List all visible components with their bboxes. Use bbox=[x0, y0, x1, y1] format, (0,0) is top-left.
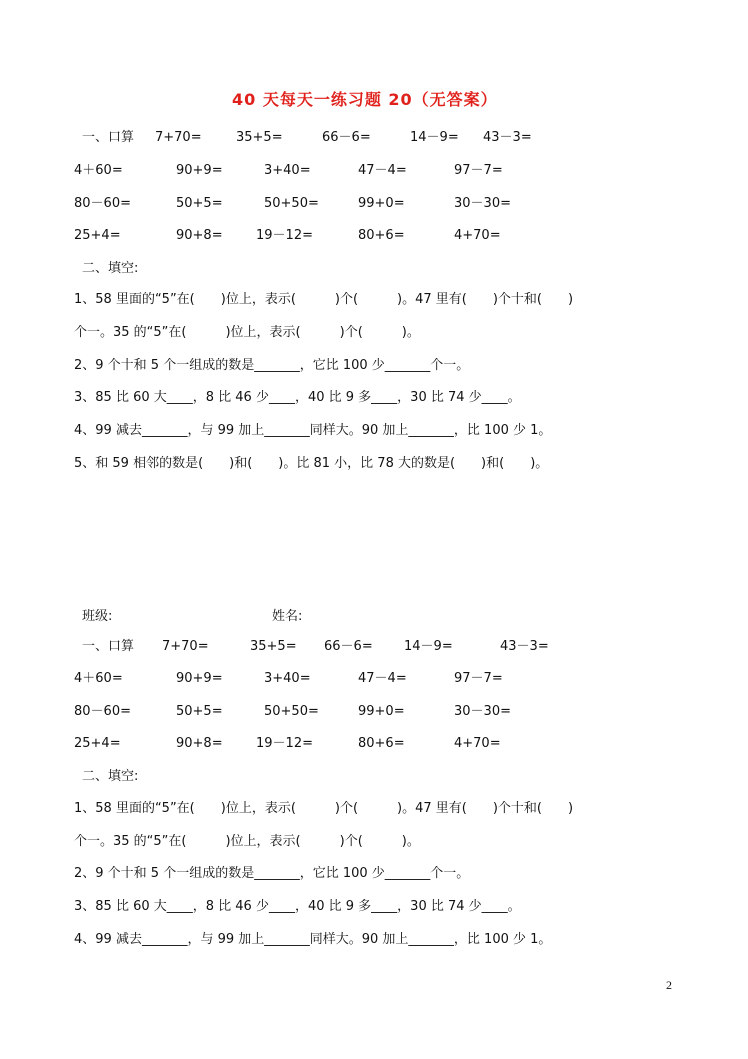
oral-problem: 3+40= bbox=[264, 163, 311, 178]
fill-in-label: 二、填空: bbox=[82, 261, 139, 276]
oral-problem: 90+8= bbox=[176, 736, 223, 751]
oral-problem: 80－60= bbox=[74, 704, 131, 719]
oral-problem: 90+9= bbox=[176, 163, 223, 178]
name-label: 姓名: bbox=[272, 609, 303, 624]
class-label: 班级: bbox=[82, 609, 113, 624]
oral-problem: 97－7= bbox=[454, 671, 503, 686]
fill-in-question: 2、9 个十和 5 个一组成的数是_______，它比 100 少_______个一。 bbox=[74, 358, 470, 373]
oral-problem: 3+40= bbox=[264, 671, 311, 686]
fill-in-label: 二、填空: bbox=[82, 769, 139, 784]
oral-problem: 50+5= bbox=[176, 196, 223, 211]
oral-problem: 7+70= bbox=[162, 639, 209, 654]
oral-problem: 90+8= bbox=[176, 228, 223, 243]
oral-problem: 43－3= bbox=[500, 639, 549, 654]
oral-arithmetic-label: 一、口算 bbox=[82, 639, 135, 654]
fill-in-question: 个一。35 的“5”在( )位上，表示( )个( )。 bbox=[74, 834, 420, 849]
fill-in-question: 5、和 59 相邻的数是( )和( )。比 81 小，比 78 大的数是( )和( )。 bbox=[74, 456, 549, 471]
oral-problem: 4+70= bbox=[454, 228, 501, 243]
fill-in-question: 1、58 里面的“5”在( )位上，表示( )个( )。47 里有( )个十和( ) bbox=[74, 292, 574, 307]
oral-problem: 30－30= bbox=[454, 196, 511, 211]
oral-problem: 50+50= bbox=[264, 704, 319, 719]
oral-problem: 19－12= bbox=[256, 228, 313, 243]
oral-problem: 7+70= bbox=[155, 130, 202, 145]
fill-in-question: 3、85 比 60 大____，8 比 46 少____，40 比 9 多____，30 比 74 少____。 bbox=[74, 390, 521, 405]
fill-in-question: 2、9 个十和 5 个一组成的数是_______，它比 100 少_______个一。 bbox=[74, 866, 470, 881]
oral-arithmetic-label: 一、口算 bbox=[82, 130, 135, 145]
oral-problem: 97－7= bbox=[454, 163, 503, 178]
oral-problem: 14－9= bbox=[404, 639, 453, 654]
fill-in-question: 1、58 里面的“5”在( )位上，表示( )个( )。47 里有( )个十和( ) bbox=[74, 801, 574, 816]
oral-problem: 30－30= bbox=[454, 704, 511, 719]
oral-problem: 25+4= bbox=[74, 736, 121, 751]
page-number: 2 bbox=[666, 978, 672, 992]
fill-in-question: 3、85 比 60 大____，8 比 46 少____，40 比 9 多____，30 比 74 少____。 bbox=[74, 899, 521, 914]
oral-problem: 35+5= bbox=[236, 130, 283, 145]
oral-problem: 35+5= bbox=[250, 639, 297, 654]
oral-problem: 25+4= bbox=[74, 228, 121, 243]
oral-problem: 47－4= bbox=[358, 671, 407, 686]
oral-problem: 47－4= bbox=[358, 163, 407, 178]
oral-problem: 80+6= bbox=[358, 228, 405, 243]
oral-problem: 4＋60= bbox=[74, 163, 123, 178]
oral-problem: 66－6= bbox=[324, 639, 373, 654]
oral-problem: 19－12= bbox=[256, 736, 313, 751]
oral-problem: 99+0= bbox=[358, 704, 405, 719]
oral-problem: 50+50= bbox=[264, 196, 319, 211]
oral-problem: 43－3= bbox=[483, 130, 532, 145]
fill-in-question: 4、99 减去_______，与 99 加上_______同样大。90 加上_______，比 100 少 1。 bbox=[74, 932, 552, 947]
fill-in-question: 个一。35 的“5”在( )位上，表示( )个( )。 bbox=[74, 325, 420, 340]
worksheet-title: 40 天每天一练习题 20（无答案） bbox=[232, 90, 498, 109]
oral-problem: 90+9= bbox=[176, 671, 223, 686]
oral-problem: 50+5= bbox=[176, 704, 223, 719]
oral-problem: 4＋60= bbox=[74, 671, 123, 686]
oral-problem: 80－60= bbox=[74, 196, 131, 211]
oral-problem: 4+70= bbox=[454, 736, 501, 751]
fill-in-question: 4、99 减去_______，与 99 加上_______同样大。90 加上_______，比 100 少 1。 bbox=[74, 423, 552, 438]
oral-problem: 80+6= bbox=[358, 736, 405, 751]
oral-problem: 99+0= bbox=[358, 196, 405, 211]
oral-problem: 66－6= bbox=[322, 130, 371, 145]
oral-problem: 14－9= bbox=[410, 130, 459, 145]
